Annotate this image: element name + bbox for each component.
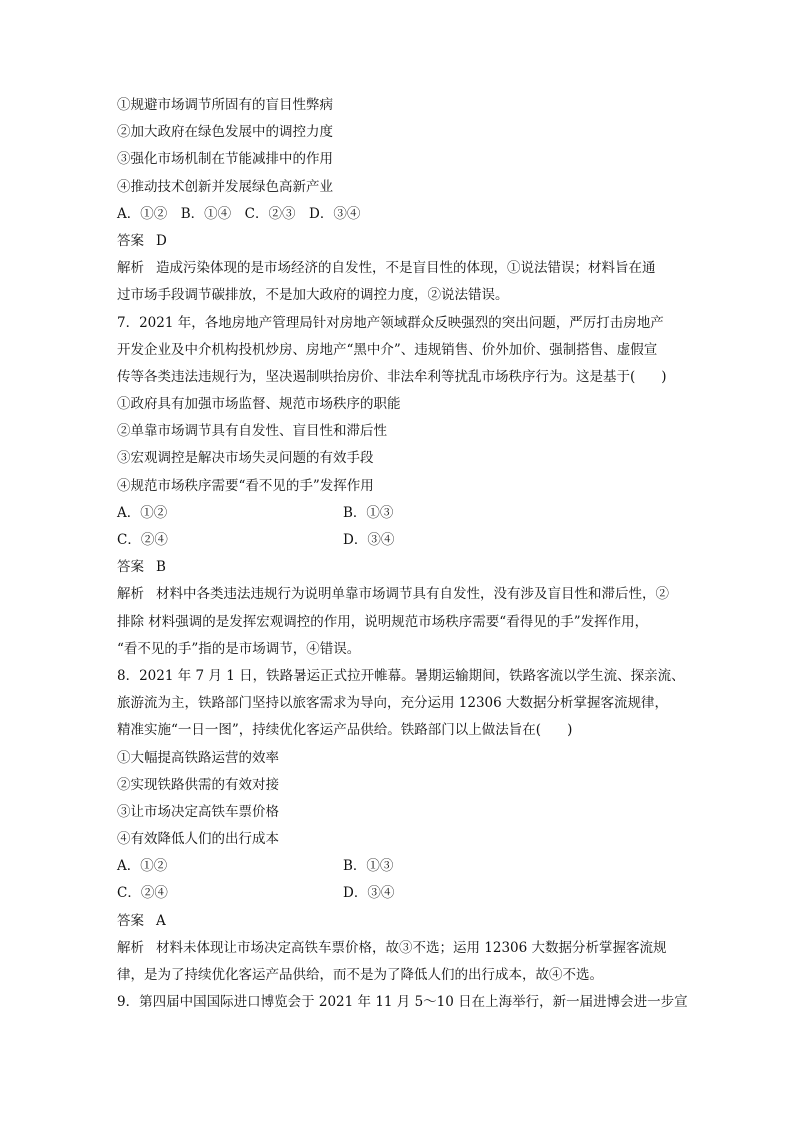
q8-option-d: D．③④ [343,885,395,902]
q7-answer [117,554,682,581]
answer-label: 答案 [117,559,144,576]
q8-item-1: ①大幅提高铁路运营的效率 [117,749,279,766]
q7-item-4: ④规范市场秩序需要“看不见的手”发挥作用 [117,477,374,494]
q6-answer [117,228,682,255]
answer-value: A [156,912,166,929]
q8-stem-paren-close: ) [567,722,573,739]
q7-option-d: D．③④ [343,532,395,548]
q6-item-2: ②加大政府在绿色发展中的调控力度 [117,124,333,141]
q8-answer [117,908,682,935]
q6-item-1: ①规避市场调节所固有的盲目性弊病 [117,97,333,113]
analysis-text: 材料中各类违法违规行为说明单靠市场调节具有自发性，没有涉及盲目性和滞后性，② [156,586,669,603]
q7-option-b: B．①③ [343,504,394,521]
q6-analysis-line-1 [117,255,682,282]
q8-option-a: A．①② [117,858,168,875]
q6-item-3: ③强化市场机制在节能减排中的作用 [117,151,333,168]
q8-item-2: ②实现铁路供需的有效对接 [117,776,279,793]
answer-value: B [156,559,166,576]
q8-option-b: B．①③ [343,858,394,875]
q7-analysis-line-1 [117,581,682,608]
q8-analysis-line-2: 律，是为了持续优化客运产品供给，而不是为了降低人们的出行成本，故④不选。 [117,967,603,983]
q8-stem-line-1: 8．2021 年 7 月 1 日，铁路暑运正式拉开帷幕。暑期运输期间，铁路客流以学生流、探亲流、 [117,667,685,684]
q7-item-1: ①政府具有加强市场监督、规范市场秩序的职能 [117,396,401,413]
q6-item-4: ④推动技术创新并发展绿色高新产业 [117,178,333,195]
analysis-label: 解析 [117,586,144,603]
q8-analysis-line-1 [117,935,682,962]
q8-stem-text: 精准实施“一日一图”，持续优化客运产品供给。铁路部门以上做法旨在( [117,722,542,739]
q8-options-row-2 [117,880,682,907]
q7-analysis-line-2: 排除 材料强调的是发挥宏观调控的作用，说明规范市场秩序需要“看得见的手”发挥作用， [117,613,649,630]
q7-stem-text: 传等各类违法违规行为，坚决遏制哄抬房价、非法牟利等扰乱市场秩序行为。这是基于( [117,368,636,385]
q6-options: A．①② B．①④ C．②③ D．③④ [117,205,361,222]
document-page [117,92,688,1016]
q7-option-a: A．①② [117,504,168,521]
q7-stem-line-2: 开发企业及中介机构投机炒房、房地产“黑中介”、违规销售、价外加价、强制搭售、虚假宣 [117,341,658,358]
analysis-text: 造成污染体现的是市场经济的自发性，不是盲目性的体现，①说法错误；材料旨在通 [156,260,656,277]
analysis-label: 解析 [117,939,144,956]
q7-analysis-line-3: “看不见的手”指的是市场调节，④错误。 [117,640,361,657]
q8-option-c: C．②④ [117,885,168,902]
q8-stem-line-2: 旅游流为主，铁路部门坚持以旅客需求为导向，充分运用 12306 大数据分析掌握客流规律， [117,695,669,712]
q6-analysis-line-2: 过市场手段调节碳排放，不是加大政府的调控力度，②说法错误。 [117,287,509,304]
analysis-text: 材料未体现让市场决定高铁车票价格，故③不选；运用 12306 大数据分析掌握客流规 [156,939,667,956]
q8-item-3: ③让市场决定高铁车票价格 [117,803,279,820]
answer-value: D [156,232,167,249]
q8-options-row-1 [117,853,682,880]
answer-label: 答案 [117,912,144,929]
q7-option-c: C．②④ [117,532,168,548]
q7-options-row-1 [117,500,682,527]
q7-stem-line-1: 7．2021 年，各地房地产管理局针对房地产领域群众反映强烈的突出问题，严厉打击房地产 [117,314,664,331]
q7-item-3: ③宏观调控是解决市场失灵问题的有效手段 [117,450,374,467]
analysis-label: 解析 [117,260,144,277]
q7-stem-paren-close: ) [661,368,667,385]
q7-stem-line-3 [117,364,682,391]
q7-item-2: ②单靠市场调节具有自发性、盲目性和滞后性 [117,423,387,440]
q7-options-row-2 [117,527,682,554]
q9-stem-line-1: 9．第四届中国国际进口博览会于 2021 年 11 月 5～10 日在上海举行，新一届进博会进一步宣 [117,994,688,1011]
answer-label: 答案 [117,232,144,249]
q8-item-4: ④有效降低人们的出行成本 [117,831,279,848]
q8-stem-line-3 [117,717,682,744]
